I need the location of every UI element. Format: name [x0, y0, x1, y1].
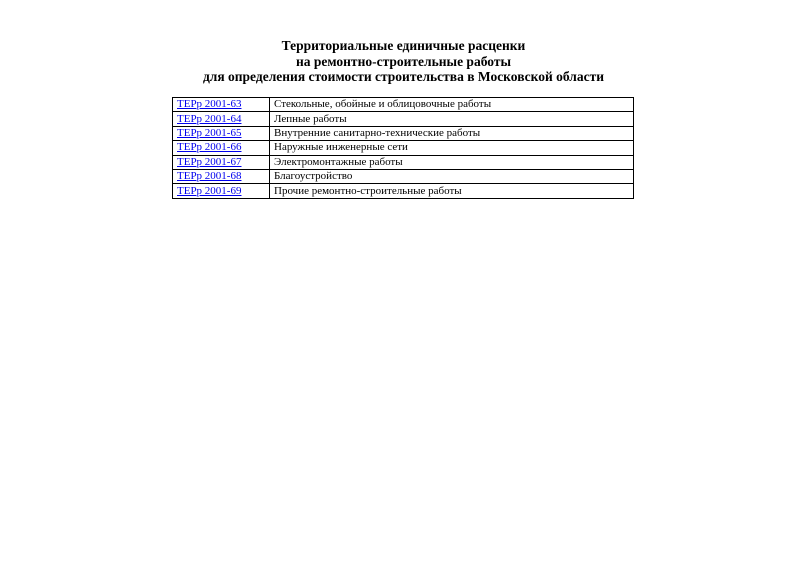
document-title: [0, 38, 807, 85]
name-cell: Электромонтажные работы: [270, 155, 634, 169]
code-cell: [173, 112, 270, 126]
code-link[interactable]: ТЕРр 2001-67: [177, 155, 242, 168]
code-cell: [173, 155, 270, 169]
name-cell: Благоустройство: [270, 169, 634, 183]
name-cell: Лепные работы: [270, 112, 634, 126]
title-line-1: Территориальные единичные расценки: [281, 38, 526, 53]
title-line-2: на ремонтно-строительные работы: [295, 53, 512, 69]
code-link[interactable]: ТЕРр 2001-69: [177, 184, 242, 197]
code-cell: [173, 184, 270, 198]
title-line-3: для определения стоимости строительства в Московской области: [202, 69, 605, 84]
table-row: [173, 98, 634, 112]
name-cell: Стекольные, обойные и облицовочные работы: [270, 98, 634, 112]
name-cell: Наружные инженерные сети: [270, 141, 634, 155]
name-cell: Внутренние санитарно-технические работы: [270, 126, 634, 140]
code-cell: [173, 98, 270, 112]
code-link[interactable]: ТЕРр 2001-68: [177, 170, 242, 183]
code-cell: [173, 141, 270, 155]
code-cell: [173, 126, 270, 140]
table-row: [173, 169, 634, 183]
code-cell: [173, 169, 270, 183]
price-catalog-table: [172, 97, 634, 199]
name-cell: Прочие ремонтно-строительные работы: [270, 184, 634, 198]
code-link[interactable]: ТЕРр 2001-63: [177, 98, 242, 111]
table-row: [173, 126, 634, 140]
code-link[interactable]: ТЕРр 2001-65: [177, 126, 242, 139]
table-row: [173, 155, 634, 169]
code-link[interactable]: ТЕРр 2001-66: [177, 141, 242, 154]
table-row: [173, 184, 634, 198]
table-row: [173, 112, 634, 126]
table-row: [173, 141, 634, 155]
code-link[interactable]: ТЕРр 2001-64: [177, 112, 242, 125]
